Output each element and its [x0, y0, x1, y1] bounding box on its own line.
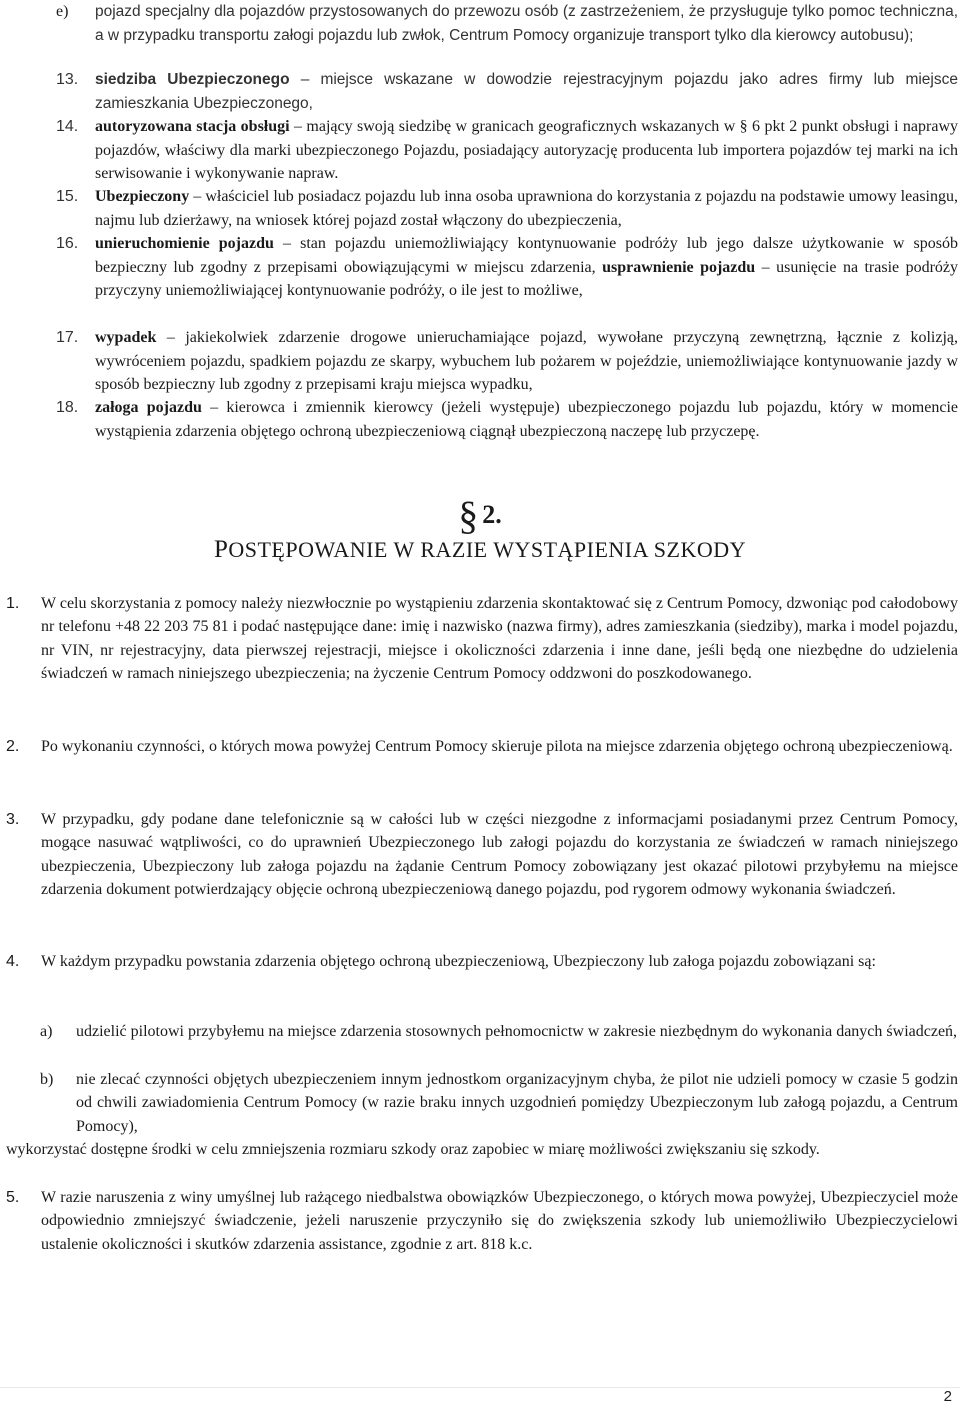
definition-term: siedziba Ubezpieczonego	[95, 71, 290, 88]
definition-body: – stan pojazdu uniemożliwiający kontynuowanie podróży lub jego dalsze użytkowanie w sposób bezpieczny lub zgodny z przepisami obowiązującymi w miejscu zdarzenia,	[95, 235, 959, 276]
sub-item-label: a)	[40, 1023, 53, 1040]
paragraph-number: 3.	[6, 811, 20, 828]
definition-number: 13.	[56, 71, 79, 88]
definition-number: e)	[56, 3, 69, 20]
definition-text	[95, 115, 958, 186]
sub-item-text: nie zlecać czynności objętych ubezpieczeniem innym jednostkom organizacyjnym chyba, że pilot nie udzieli pomocy w czasie 5 godzin od chwili zawiadomienia Centrum Pomocy (w razie braku innych uzgodnień pomiędzy Ubezpieczonym lub załogą pojazdu, a Centrum Pomocy),	[76, 1071, 958, 1135]
definition-term-secondary: usprawnienie pojazdu	[602, 258, 756, 276]
definition-term: autoryzowana stacja obsługi	[95, 118, 290, 135]
definition-text	[95, 68, 958, 115]
paragraph-text: Po wykonaniu czynności, o których mowa powyżej Centrum Pomocy skieruje pilota na miejsce zdarzenia objętego ochroną ubezpieczeniową.	[41, 738, 953, 755]
definition-body: – właściciel lub posiadacz pojazdu lub inna osoba uprawniona do korzystania z pojazdu na podstawie umowy leasingu, najmu lub dzierżawy, na wniosek której pojazd został włączony do ubezpieczenia,	[95, 188, 958, 229]
paragraph-text: W celu skorzystania z pomocy należy niezwłocznie po wystąpieniu zdarzenia skontaktować się z Centrum Pomocy, dzwoniąc pod całodobowy nr telefonu +48 22 203 75 81 i podać następujące dane: imię i nazwisko (nazwa firmy), adres zamieszkania (siedziby), marka i model pojazdu, nr VIN, nr rejestracyjny, data pierwszej rejestracji, miejsce i okoliczności zdarzenia i inne dane, jeśli będą one niezbędne do udzielenia świadczeń w ramach niniejszego ubezpieczenia; na życzenie Centrum Pomocy oddzwoni do poszkodowanego.	[41, 595, 958, 682]
section-number-value: 2.	[482, 500, 502, 529]
definition-number: 14.	[56, 118, 79, 135]
definition-body: pojazd specjalny dla pojazdów przystosowanych do przewozu osób (z zastrzeżeniem, że przysługuje tylko pomoc techniczna, a w przypadku transportu załogi pojazdu lub zwłok, Centrum Pomocy organizuje transport tylko dla kierowcy autobusu);	[95, 3, 958, 44]
paragraph-number: 1.	[6, 595, 20, 612]
definition-text	[95, 396, 958, 443]
definition-body: – mający swoją siedzibę w granicach geograficznych wskazanych w § 6 pkt 2 punkt obsługi i naprawy pojazdów, właściwy dla marki ubezpieczonego Pojazdu, posiadający autoryzację producenta lub importera pojazdów tej marki na ich serwisowanie i wykonywanie napraw.	[95, 118, 959, 182]
continuation-text: wykorzystać dostępne środki w celu zmniejszenia rozmiaru szkody oraz zapobiec w miarę możliwości zwiększaniu się szkody.	[6, 1141, 820, 1158]
definition-term: załoga pojazdu	[95, 399, 202, 416]
paragraph-number: 5.	[6, 1189, 20, 1206]
section-symbol: §	[458, 493, 479, 538]
definition-text	[95, 326, 958, 397]
definition-text	[95, 232, 958, 303]
definition-number: 18.	[56, 399, 79, 416]
paragraph-text: W razie naruszenia z winy umyślnej lub rażącego niedbalstwa obowiązków Ubezpieczonego, o których mowa powyżej, Ubezpieczyciel może odpowiednio zmniejszyć świadczenie, jeżeli naruszenie przyczyniło się do zwiększenia szkody lub uniemożliwiło Ubezpieczycielowi ustalenie okoliczności i skutków zdarzenia assistance, zgodnie z art. 818 k.c.	[41, 1189, 958, 1253]
section-title-rest: OSTĘPOWANIE W RAZIE WYSTĄPIENIA SZKODY	[228, 537, 747, 562]
footer-divider	[0, 1387, 960, 1388]
definition-term: unieruchomienie pojazdu	[95, 235, 274, 252]
section-number	[0, 492, 960, 539]
section-title	[0, 536, 960, 564]
section-title-initial: P	[213, 536, 229, 563]
definition-number: 17.	[56, 329, 79, 346]
paragraph-number: 4.	[6, 953, 20, 970]
definition-term: Ubezpieczony	[95, 188, 190, 205]
definition-body: – miejsce wskazane w dowodzie rejestracyjnym pojazdu jako adres firmy lub miejsce zamieszkania Ubezpieczonego,	[95, 71, 958, 112]
definition-body-secondary: – usunięcie na trasie podróży przyczyny uniemożliwiającej kontynuowanie podróży, o ile jest to możliwe,	[95, 258, 959, 299]
sub-item-text: udzielić pilotowi przybyłemu na miejsce zdarzenia stosownych pełnomocnictw w zakresie niezbędnym do wykonania danych świadczeń,	[76, 1023, 958, 1040]
definition-term: wypadek	[95, 329, 157, 346]
sub-item-label: b)	[40, 1071, 54, 1088]
page-number: 2	[943, 1388, 952, 1405]
paragraph-text: W każdym przypadku powstania zdarzenia objętego ochroną ubezpieczeniową, Ubezpieczony lub załoga pojazdu zobowiązani są:	[41, 953, 876, 970]
definition-number: 15.	[56, 188, 79, 205]
definition-text	[95, 0, 958, 47]
definition-number: 16.	[56, 235, 79, 252]
definition-body: – jakiekolwiek zdarzenie drogowe unieruchamiające pojazd, wywołane przyczyną zewnętrzną, łącznie z kolizją, wywróceniem pojazdu, spadkiem pojazdu ze skarpy, wybuchem lub pożarem w pojeździe, uniemożliwiające kontynuowanie jazdy w sposób bezpieczny lub zgodny z przepisami kraju miejsca wypadku,	[95, 329, 958, 393]
paragraph-number: 2.	[6, 738, 20, 755]
definition-text	[95, 185, 958, 232]
definition-body: – kierowca i zmiennik kierowcy (jeżeli występuje) ubezpieczonego pojazdu lub pojazdu, który w momencie wystąpienia zdarzenia objętego ochroną ubezpieczeniową ciągnął ubezpieczoną naczepę lub przyczepę.	[95, 399, 958, 440]
paragraph-text: W przypadku, gdy podane dane telefonicznie są w całości lub w części niezgodne z informacjami posiadanymi przez Centrum Pomocy, mogące nasuwać wątpliwości, co do uprawnień Ubezpieczonego lub załogi pojazdu do korzystania ze świadczeń w ramach niniejszego ubezpieczenia, Ubezpieczony lub załoga pojazdu na żądanie Centrum Pomocy zobowiązany jest okazać pilotowi przybyłemu na miejsce zdarzenia dokument potwierdzający objęcie ochroną ubezpieczeniową danego pojazdu, pod rygorem odmowy wykonania świadczeń.	[41, 811, 958, 898]
